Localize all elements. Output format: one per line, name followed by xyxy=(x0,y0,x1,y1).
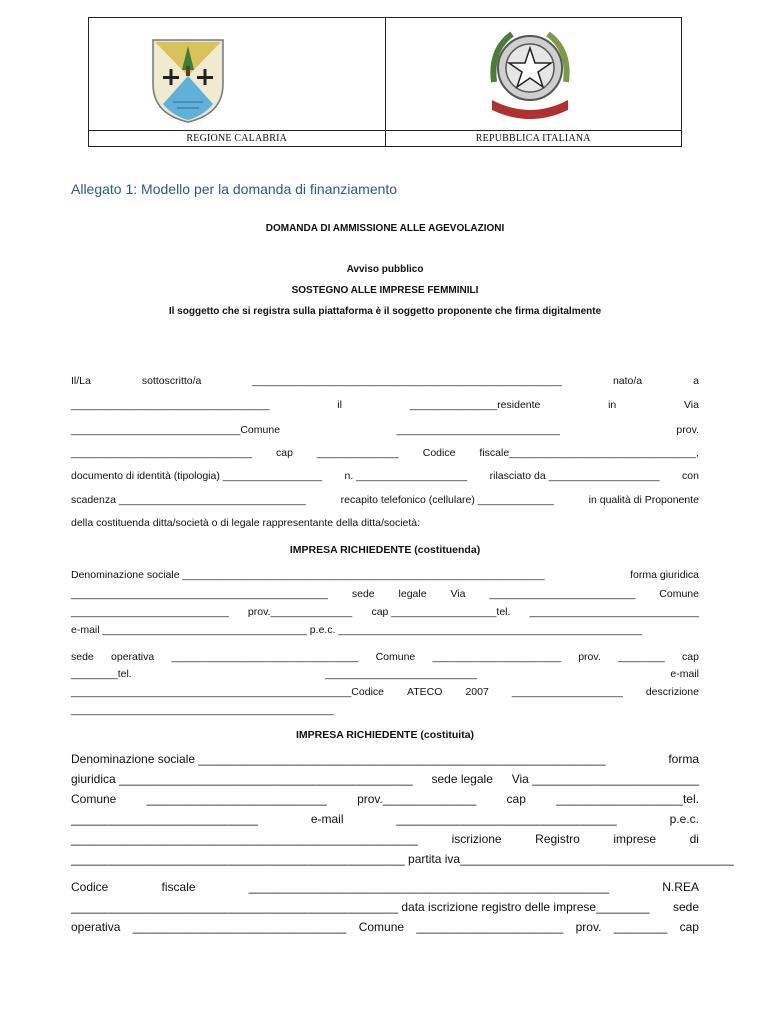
s2-line-7 xyxy=(71,879,699,895)
street-field[interactable]: _____________________________Comune xyxy=(71,424,281,436)
comune-field[interactable]: ___________________________ xyxy=(71,606,229,618)
s1-line-2 xyxy=(71,587,699,601)
soggetto-note: Il soggetto che si registra sulla piattaforma è il soggetto proponente che firma digitalmente xyxy=(168,306,602,317)
prov-field[interactable]: ________ xyxy=(618,651,665,663)
comune-field[interactable]: ___________________________ xyxy=(146,792,327,806)
s2-text: p.e.c. xyxy=(669,812,699,826)
s1-text: Comune xyxy=(375,651,416,663)
s2-text: imprese xyxy=(613,832,657,846)
denominazione-field[interactable]: Denominazione sociale _____________________________________________________________ xyxy=(71,752,606,766)
s2-text: sede xyxy=(672,900,699,914)
birthplace-field[interactable]: __________________________________ xyxy=(71,399,270,411)
cap-field[interactable]: ___________________tel. xyxy=(556,792,699,806)
s2-line-5 xyxy=(71,831,699,847)
s1-text: prov. xyxy=(578,651,601,663)
s2-text: Registro xyxy=(535,832,580,846)
applicant-line-1 xyxy=(71,374,699,388)
via-field[interactable]: Via _________________________ xyxy=(511,772,699,786)
s1-text: 2007 xyxy=(465,686,489,698)
tel-field[interactable]: _____________________________ xyxy=(529,606,699,618)
s2-text: N.REA xyxy=(662,880,699,894)
denominazione-field[interactable]: Denominazione sociale ______________________________________________________________ xyxy=(71,569,545,581)
s2-text: Comune xyxy=(358,920,405,934)
s2-text: Codice xyxy=(71,880,109,894)
applicant-text: Codice xyxy=(422,447,456,459)
cap-field[interactable]: ________tel. xyxy=(71,668,132,680)
avviso-pubblico: Avviso pubblico xyxy=(346,264,424,275)
s2-line-8 xyxy=(71,899,699,915)
registro-field[interactable]: __________________________________________________ partita iva xyxy=(71,852,461,866)
s2-text: sede legale xyxy=(431,772,493,786)
logo-cell-italia xyxy=(385,18,682,146)
sostegno-title: SOSTEGNO ALLE IMPRESE FEMMINILI xyxy=(291,285,479,296)
applicant-text: cap xyxy=(276,447,293,459)
applicant-line-3 xyxy=(71,423,699,437)
descrizione-field[interactable]: _____________________________________________ xyxy=(71,704,334,716)
forma-giuridica-field[interactable]: ____________________________________________ xyxy=(71,588,328,600)
s2-text: operativa xyxy=(71,920,121,934)
applicant-text: prov. xyxy=(676,424,699,436)
s1-text: forma giuridica xyxy=(630,569,699,581)
s2-text: fiscale xyxy=(161,880,196,894)
s2-line-6 xyxy=(71,851,734,867)
pec-field[interactable]: ____________________________________________________ xyxy=(71,832,419,846)
applicant-text: della costituenda ditta/società o di legale rappresentante della ditta/società: xyxy=(71,517,421,529)
tel-field[interactable]: ____________________________ xyxy=(71,812,258,826)
s1-text: Comune xyxy=(659,588,699,600)
s2-line-2 xyxy=(71,771,699,787)
applicant-text: in qualità di Proponente xyxy=(588,494,699,506)
calabria-coat-of-arms-icon xyxy=(149,36,227,124)
sede-operativa-field[interactable]: ________________________________ xyxy=(132,920,347,934)
s2-line-3 xyxy=(71,791,699,807)
scadenza-field[interactable]: scadenza ________________________________ xyxy=(71,494,306,506)
documento-number-field[interactable]: n. ___________________ xyxy=(344,470,468,482)
applicant-text: a xyxy=(693,375,699,387)
applicant-text: Via xyxy=(683,399,699,411)
applicant-line-4 xyxy=(71,446,699,460)
applicant-text: sottoscritto/a xyxy=(141,375,202,387)
logo-cell-calabria xyxy=(89,18,385,146)
prov-field[interactable]: prov.______________ xyxy=(357,792,477,806)
s1-text: ATECO xyxy=(407,686,443,698)
email-field[interactable]: _________________________________ xyxy=(396,812,617,826)
tel-field[interactable]: __________________________ xyxy=(325,668,477,680)
applicant-line-5 xyxy=(71,469,699,483)
codice-fiscale-field[interactable]: fiscale________________________________, xyxy=(479,447,699,459)
applicant-text: in xyxy=(608,399,617,411)
s2-text: Comune xyxy=(71,792,117,806)
allegato-title: Allegato 1: Modello per la domanda di finanziamento xyxy=(71,181,398,197)
section-costituita-title: IMPRESA RICHIEDENTE (costituita) xyxy=(295,729,475,741)
logo-header-table xyxy=(88,17,682,147)
s2-text: prov. xyxy=(575,920,602,934)
name-field[interactable]: _____________________________________________________ xyxy=(252,375,562,387)
s2-text: iscrizione xyxy=(451,832,502,846)
s2-line-1 xyxy=(71,751,699,767)
applicant-text: con xyxy=(682,470,699,482)
s2-text: cap xyxy=(506,792,526,806)
email-field[interactable]: ________________________________________________Codice xyxy=(71,686,384,698)
domanda-title: DOMANDA DI AMMISSIONE ALLE AGEVOLAZIONI xyxy=(265,223,505,234)
italian-republic-emblem-icon xyxy=(484,22,576,126)
via-field[interactable]: _________________________ xyxy=(489,588,636,600)
prov-field[interactable]: _______________________________ xyxy=(71,447,253,459)
s1-line-6 xyxy=(71,667,699,681)
applicant-line-6 xyxy=(71,493,699,507)
comune-field[interactable]: ______________________ xyxy=(416,920,564,934)
prov-field[interactable]: prov.______________ xyxy=(247,606,353,618)
applicant-text: nato/a xyxy=(612,375,643,387)
codice-fiscale-field[interactable]: ______________________________________________________ xyxy=(248,880,610,894)
applicant-line-7 xyxy=(71,516,699,530)
partita-iva-field[interactable]: _________________________________________ xyxy=(460,852,734,866)
sede-operativa-field[interactable]: ________________________________ xyxy=(171,651,359,663)
s1-line-7 xyxy=(71,685,699,699)
cap-tel-field[interactable]: cap __________________tel. xyxy=(371,606,511,618)
prov-field[interactable]: ________ xyxy=(613,920,668,934)
s2-text: forma xyxy=(668,752,699,766)
s1-text: Via xyxy=(450,588,466,600)
s1-text: e-mail xyxy=(670,668,699,680)
telefono-field[interactable]: recapito telefonico (cellulare) _____________ xyxy=(340,494,554,506)
birthdate-field[interactable]: _______________residente xyxy=(409,399,541,411)
applicant-text: Il/La xyxy=(71,375,91,387)
s1-line-1 xyxy=(71,568,699,582)
s1-line-5 xyxy=(71,650,699,664)
s2-text: cap xyxy=(679,920,699,934)
cap-field[interactable]: ______________ xyxy=(316,447,399,459)
s1-text: descrizione xyxy=(645,686,699,698)
s1-text: sede xyxy=(351,588,375,600)
s1-line-8 xyxy=(71,703,699,717)
applicant-line-2 xyxy=(71,398,699,412)
section-costituenda-title: IMPRESA RICHIEDENTE (costituenda) xyxy=(289,544,481,556)
comune-field[interactable]: ______________________ xyxy=(432,651,561,663)
rilasciato-field[interactable]: rilasciato da ___________________ xyxy=(489,470,660,482)
s1-line-4 xyxy=(71,623,699,637)
forma-giuridica-field[interactable]: giuridica ____________________________________________ xyxy=(71,772,413,786)
rea-data-field[interactable]: _________________________________________________ data iscrizione registro delle imprese________ xyxy=(71,900,650,914)
s1-line-3 xyxy=(71,605,699,619)
ateco-field[interactable]: ___________________ xyxy=(511,686,623,698)
s1-text: legale xyxy=(398,588,427,600)
s2-line-4 xyxy=(71,811,699,827)
applicant-text: il xyxy=(337,399,342,411)
s2-line-9 xyxy=(71,919,699,935)
comune-field[interactable]: ____________________________ xyxy=(396,424,560,436)
email-pec-field[interactable]: e-mail ___________________________________ p.e.c. ____________________________________________________ xyxy=(71,624,643,636)
s1-text: cap xyxy=(681,651,699,663)
logo-caption-italia: REPUBBLICA ITALIANA xyxy=(386,130,682,146)
documento-field[interactable]: documento di identità (tipologia) _________________ xyxy=(71,470,323,482)
s2-text: di xyxy=(689,832,699,846)
s1-text: operativa xyxy=(111,651,155,663)
s2-text: e-mail xyxy=(310,812,344,826)
logo-caption-calabria: REGIONE CALABRIA xyxy=(89,130,385,146)
s1-text: sede xyxy=(71,651,94,663)
